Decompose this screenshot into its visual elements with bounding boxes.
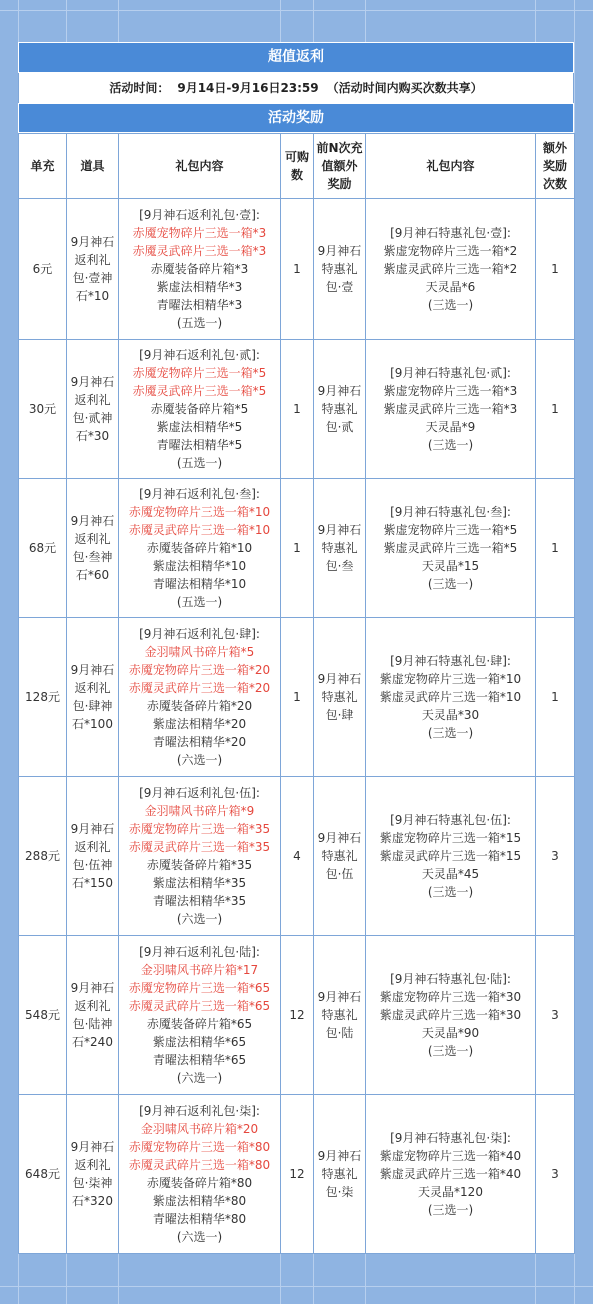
price-cell: 288元 bbox=[19, 777, 67, 936]
gift-content-line: 金羽啸风书碎片箱*20 bbox=[140, 1122, 259, 1136]
gift-content-line: 青曜法相精华*20 bbox=[152, 735, 247, 749]
gift-content-line: 赤魇宠物碎片三选一箱*35 bbox=[128, 822, 271, 836]
item-cell: 9月神石返利礼包·贰神石*30 bbox=[67, 340, 119, 479]
item-cell: 9月神石返利礼包·伍神石*150 bbox=[67, 777, 119, 936]
gift-content-line: 赤魇宠物碎片三选一箱*5 bbox=[132, 366, 267, 380]
column-header: 礼包内容 bbox=[366, 134, 536, 199]
gift-content-cell bbox=[119, 1095, 281, 1254]
bonus-content-line: 紫虚灵武碎片三选一箱*10 bbox=[379, 690, 522, 704]
grid-line bbox=[0, 10, 593, 11]
price-cell: 6元 bbox=[19, 199, 67, 340]
gift-content-cell bbox=[119, 479, 281, 618]
gift-content-line: (六选一) bbox=[176, 1230, 223, 1244]
gift-content-line: 赤魇宠物碎片三选一箱*65 bbox=[128, 981, 271, 995]
gift-content-cell bbox=[119, 936, 281, 1095]
bonus-content-line: 紫虚宠物碎片三选一箱*3 bbox=[383, 384, 518, 398]
gift-content-cell bbox=[119, 777, 281, 936]
gift-content-line: [9月神石返利礼包·伍]: bbox=[139, 786, 260, 800]
column-header: 礼包内容 bbox=[119, 134, 281, 199]
gift-content-cell bbox=[119, 618, 281, 777]
gift-content-line: 赤魇装备碎片箱*5 bbox=[150, 402, 249, 416]
gift-content-line: 紫虚法相精华*3 bbox=[156, 280, 243, 294]
gift-content-line: [9月神石返利礼包·叁]: bbox=[139, 487, 260, 501]
gift-content-line: 赤魇装备碎片箱*35 bbox=[146, 858, 253, 872]
gift-content-line: 赤魇装备碎片箱*10 bbox=[146, 541, 253, 555]
gift-content-line: 青曜法相精华*35 bbox=[152, 894, 247, 908]
gift-content-line: 赤魇装备碎片箱*3 bbox=[150, 262, 249, 276]
bonus-content-line: 紫虚宠物碎片三选一箱*2 bbox=[383, 244, 518, 258]
page-title: 超值返利 bbox=[18, 42, 574, 73]
table-row bbox=[19, 777, 575, 936]
reward-section-title: 活动奖励 bbox=[18, 103, 574, 133]
bonus-times-cell: 1 bbox=[536, 340, 575, 479]
gift-content-line: 紫虚法相精华*20 bbox=[152, 717, 247, 731]
bonus-content-line: 紫虚灵武碎片三选一箱*40 bbox=[379, 1167, 522, 1181]
gift-content-line: 赤魇装备碎片箱*80 bbox=[146, 1176, 253, 1190]
gift-content-line: 赤魇灵武碎片三选一箱*35 bbox=[128, 840, 271, 854]
bonus-item-cell: 9月神石特惠礼包·壹 bbox=[314, 199, 366, 340]
period-label: 活动时间： bbox=[109, 81, 170, 95]
bonus-content-line: (三选一) bbox=[427, 885, 474, 899]
bonus-content-line: 紫虚灵武碎片三选一箱*30 bbox=[379, 1008, 522, 1022]
bonus-content-line: (三选一) bbox=[427, 1203, 474, 1217]
reward-content bbox=[18, 42, 574, 1254]
bonus-item-cell: 9月神石特惠礼包·伍 bbox=[314, 777, 366, 936]
gift-content-line: (六选一) bbox=[176, 1071, 223, 1085]
column-header: 道具 bbox=[67, 134, 119, 199]
column-header: 可购数 bbox=[281, 134, 314, 199]
gift-content-line: 赤魇宠物碎片三选一箱*20 bbox=[128, 663, 271, 677]
table-header-row bbox=[19, 134, 575, 199]
gift-content-line: 金羽啸风书碎片箱*5 bbox=[144, 645, 255, 659]
gift-content-cell bbox=[119, 340, 281, 479]
activity-period bbox=[18, 73, 574, 103]
bonus-content-line: 紫虚灵武碎片三选一箱*5 bbox=[383, 541, 518, 555]
bonus-content-line: (三选一) bbox=[427, 1044, 474, 1058]
gift-content-line: 赤魇灵武碎片三选一箱*10 bbox=[128, 523, 271, 537]
table-body bbox=[19, 199, 575, 1254]
purchase-limit-cell: 12 bbox=[281, 936, 314, 1095]
period-value: 9月14日-9月16日23:59 bbox=[177, 81, 319, 95]
price-cell: 30元 bbox=[19, 340, 67, 479]
purchase-limit-cell: 1 bbox=[281, 479, 314, 618]
gift-content-line: 青曜法相精华*3 bbox=[156, 298, 243, 312]
bonus-content-line: 天灵晶*120 bbox=[418, 1185, 483, 1199]
gift-content-line: 紫虚法相精华*5 bbox=[156, 420, 243, 434]
bonus-item-cell: 9月神石特惠礼包·陆 bbox=[314, 936, 366, 1095]
gift-content-line: 赤魇装备碎片箱*20 bbox=[146, 699, 253, 713]
gift-content-line: 紫虚法相精华*80 bbox=[152, 1194, 247, 1208]
gift-content-line: (六选一) bbox=[176, 912, 223, 926]
gift-content-line: 赤魇灵武碎片三选一箱*5 bbox=[132, 384, 267, 398]
item-cell: 9月神石返利礼包·壹神石*10 bbox=[67, 199, 119, 340]
bonus-content-line: 天灵晶*6 bbox=[425, 280, 476, 294]
bonus-content-line: 紫虚灵武碎片三选一箱*2 bbox=[383, 262, 518, 276]
bonus-times-cell: 3 bbox=[536, 1095, 575, 1254]
bonus-content-line: 天灵晶*45 bbox=[421, 867, 480, 881]
item-cell: 9月神石返利礼包·肆神石*100 bbox=[67, 618, 119, 777]
gift-content-line: 金羽啸风书碎片箱*17 bbox=[140, 963, 259, 977]
bonus-content-cell bbox=[366, 199, 536, 340]
bonus-times-cell: 1 bbox=[536, 199, 575, 340]
price-cell: 548元 bbox=[19, 936, 67, 1095]
gift-content-line: 赤魇灵武碎片三选一箱*3 bbox=[132, 244, 267, 258]
table-row bbox=[19, 199, 575, 340]
gift-content-line: 赤魇灵武碎片三选一箱*65 bbox=[128, 999, 271, 1013]
bonus-content-line: 紫虚灵武碎片三选一箱*15 bbox=[379, 849, 522, 863]
item-cell: 9月神石返利礼包·陆神石*240 bbox=[67, 936, 119, 1095]
bonus-content-line: [9月神石特惠礼包·柒]: bbox=[390, 1131, 511, 1145]
gift-content-line: 青曜法相精华*65 bbox=[152, 1053, 247, 1067]
bonus-content-line: 紫虚宠物碎片三选一箱*10 bbox=[379, 672, 522, 686]
bonus-content-line: 紫虚宠物碎片三选一箱*30 bbox=[379, 990, 522, 1004]
gift-content-line: 青曜法相精华*5 bbox=[156, 438, 243, 452]
gift-content-line: [9月神石返利礼包·陆]: bbox=[139, 945, 260, 959]
bonus-content-line: (三选一) bbox=[427, 577, 474, 591]
gift-content-line: (六选一) bbox=[176, 753, 223, 767]
bonus-content-line: (三选一) bbox=[427, 438, 474, 452]
table-row bbox=[19, 1095, 575, 1254]
gift-content-line: 赤魇装备碎片箱*65 bbox=[146, 1017, 253, 1031]
bonus-content-line: 紫虚灵武碎片三选一箱*3 bbox=[383, 402, 518, 416]
bonus-content-line: 天灵晶*15 bbox=[421, 559, 480, 573]
price-cell: 68元 bbox=[19, 479, 67, 618]
gift-content-line: (五选一) bbox=[176, 316, 223, 330]
table-row bbox=[19, 936, 575, 1095]
purchase-limit-cell: 12 bbox=[281, 1095, 314, 1254]
gift-content-line: 紫虚法相精华*10 bbox=[152, 559, 247, 573]
column-header: 前N次充值额外奖励 bbox=[314, 134, 366, 199]
purchase-limit-cell: 1 bbox=[281, 340, 314, 479]
gift-content-line: 青曜法相精华*10 bbox=[152, 577, 247, 591]
gift-content-line: 赤魇宠物碎片三选一箱*3 bbox=[132, 226, 267, 240]
bonus-item-cell: 9月神石特惠礼包·叁 bbox=[314, 479, 366, 618]
bonus-content-line: 紫虚宠物碎片三选一箱*15 bbox=[379, 831, 522, 845]
bonus-content-line: [9月神石特惠礼包·伍]: bbox=[390, 813, 511, 827]
gift-content-line: [9月神石返利礼包·柒]: bbox=[139, 1104, 260, 1118]
bonus-times-cell: 3 bbox=[536, 777, 575, 936]
bonus-content-line: [9月神石特惠礼包·壹]: bbox=[390, 226, 511, 240]
bonus-item-cell: 9月神石特惠礼包·柒 bbox=[314, 1095, 366, 1254]
item-cell: 9月神石返利礼包·叁神石*60 bbox=[67, 479, 119, 618]
purchase-limit-cell: 4 bbox=[281, 777, 314, 936]
bonus-content-cell bbox=[366, 1095, 536, 1254]
grid-line bbox=[0, 1286, 593, 1287]
gift-content-line: [9月神石返利礼包·肆]: bbox=[139, 627, 260, 641]
bonus-content-line: [9月神石特惠礼包·肆]: bbox=[390, 654, 511, 668]
table-row bbox=[19, 479, 575, 618]
gift-content-line: (五选一) bbox=[176, 456, 223, 470]
column-header: 单充 bbox=[19, 134, 67, 199]
gift-content-line: (五选一) bbox=[176, 595, 223, 609]
bonus-content-line: 天灵晶*30 bbox=[421, 708, 480, 722]
period-note: （活动时间内购买次数共享） bbox=[326, 81, 483, 95]
bonus-content-line: 紫虚宠物碎片三选一箱*40 bbox=[379, 1149, 522, 1163]
bonus-content-cell bbox=[366, 479, 536, 618]
gift-content-line: 紫虚法相精华*65 bbox=[152, 1035, 247, 1049]
bonus-item-cell: 9月神石特惠礼包·肆 bbox=[314, 618, 366, 777]
bonus-content-cell bbox=[366, 777, 536, 936]
bonus-content-line: 紫虚宠物碎片三选一箱*5 bbox=[383, 523, 518, 537]
price-cell: 648元 bbox=[19, 1095, 67, 1254]
bonus-times-cell: 1 bbox=[536, 479, 575, 618]
gift-content-line: [9月神石返利礼包·贰]: bbox=[139, 348, 260, 362]
gift-content-line: 赤魇宠物碎片三选一箱*80 bbox=[128, 1140, 271, 1154]
gift-content-line: 青曜法相精华*80 bbox=[152, 1212, 247, 1226]
item-cell: 9月神石返利礼包·柒神石*320 bbox=[67, 1095, 119, 1254]
bonus-content-line: [9月神石特惠礼包·陆]: bbox=[390, 972, 511, 986]
price-cell: 128元 bbox=[19, 618, 67, 777]
bonus-content-cell bbox=[366, 340, 536, 479]
bonus-content-cell bbox=[366, 936, 536, 1095]
column-header: 额外奖励次数 bbox=[536, 134, 575, 199]
purchase-limit-cell: 1 bbox=[281, 199, 314, 340]
gift-content-line: [9月神石返利礼包·壹]: bbox=[139, 208, 260, 222]
gift-content-line: 紫虚法相精华*35 bbox=[152, 876, 247, 890]
gift-content-line: 赤魇灵武碎片三选一箱*80 bbox=[128, 1158, 271, 1172]
gift-content-line: 赤魇宠物碎片三选一箱*10 bbox=[128, 505, 271, 519]
bonus-content-line: (三选一) bbox=[427, 726, 474, 740]
purchase-limit-cell: 1 bbox=[281, 618, 314, 777]
bonus-content-line: 天灵晶*9 bbox=[425, 420, 476, 434]
gift-content-line: 赤魇灵武碎片三选一箱*20 bbox=[128, 681, 271, 695]
table-row bbox=[19, 340, 575, 479]
bonus-content-line: 天灵晶*90 bbox=[421, 1026, 480, 1040]
bonus-content-line: [9月神石特惠礼包·叁]: bbox=[390, 505, 511, 519]
bonus-content-line: (三选一) bbox=[427, 298, 474, 312]
bonus-times-cell: 1 bbox=[536, 618, 575, 777]
bonus-times-cell: 3 bbox=[536, 936, 575, 1095]
table-row bbox=[19, 618, 575, 777]
bonus-content-cell bbox=[366, 618, 536, 777]
gift-content-cell bbox=[119, 199, 281, 340]
bonus-item-cell: 9月神石特惠礼包·贰 bbox=[314, 340, 366, 479]
gift-content-line: 金羽啸风书碎片箱*9 bbox=[144, 804, 255, 818]
reward-table bbox=[18, 133, 575, 1254]
bonus-content-line: [9月神石特惠礼包·贰]: bbox=[390, 366, 511, 380]
